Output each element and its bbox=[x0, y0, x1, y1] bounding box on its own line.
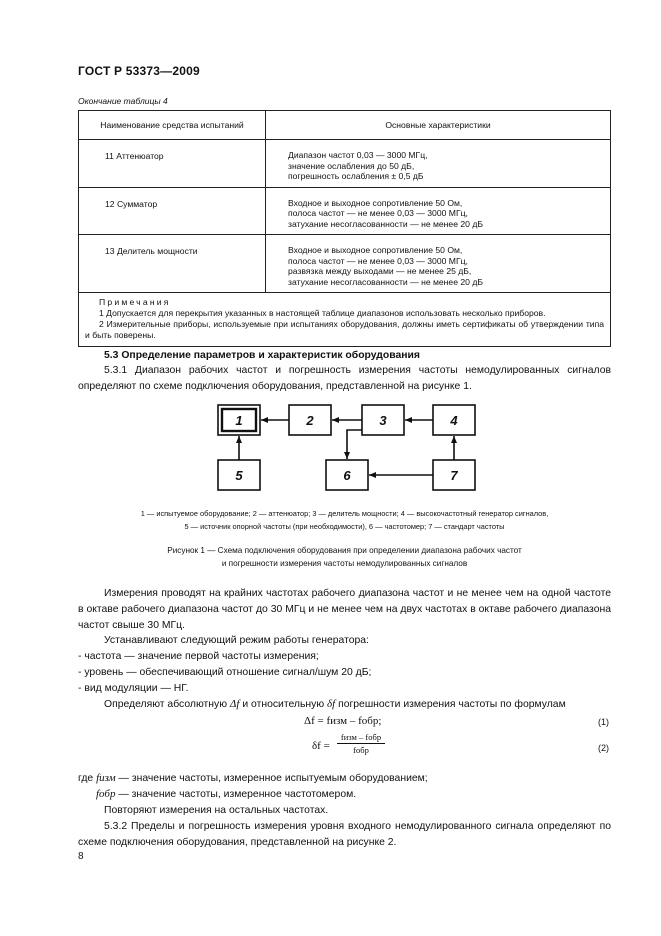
page-number: 8 bbox=[78, 851, 84, 862]
formula-1-number: (1) bbox=[598, 717, 609, 727]
paragraph-formulas-intro bbox=[78, 697, 611, 713]
paragraph-5-3-1: 5.3.1 Диапазон рабочих частот и погрешность измерения частоты немодулированных сигналов определяют по схеме подключения оборудования, представленной на рисунке 1. bbox=[78, 365, 611, 392]
notes-title: Примечания bbox=[99, 297, 171, 307]
block-5-label: 5 bbox=[235, 468, 243, 483]
formula-1: Δf = fизм – fобр; bbox=[304, 715, 382, 727]
paragraph-generator-mode: Устанавливают следующий режим работы генератора: bbox=[104, 635, 369, 646]
legend-line-2: 5 — источник опорной частоты (при необходимости), 6 — частотомер; 7 — стандарт частоты bbox=[184, 522, 505, 531]
formula-2-number: (2) bbox=[598, 743, 609, 753]
figure-caption bbox=[78, 544, 611, 570]
block-6-label: 6 bbox=[343, 468, 351, 483]
fraction-denominator: fобр bbox=[353, 745, 369, 755]
row-chars bbox=[266, 235, 611, 293]
row-chars bbox=[266, 140, 611, 188]
list-item: - частота — значение первой частоты измерения; bbox=[78, 651, 319, 662]
caption-line-2: и погрешности измерения частоты немодулированных сигналов bbox=[221, 559, 468, 568]
delta-f-symbol: Δf bbox=[229, 698, 240, 710]
block-3-label: 3 bbox=[379, 413, 387, 428]
paragraph-repeat: Повторяют измерения на остальных частотах. bbox=[104, 805, 329, 816]
table-notes bbox=[79, 293, 611, 347]
char-line: Диапазон частот 0,03 — 3000 МГц, bbox=[288, 150, 428, 160]
table-row bbox=[79, 187, 611, 235]
where-line-2 bbox=[78, 787, 611, 803]
block-7-label: 7 bbox=[450, 468, 458, 483]
char-line: затухание несогласованности — не менее 20 дБ bbox=[288, 218, 483, 229]
table-row bbox=[79, 235, 611, 293]
char-line: Входное и выходное сопротивление 50 Ом, bbox=[288, 245, 463, 255]
row-name: 13 Делитель мощности bbox=[79, 235, 266, 293]
rel-f-symbol: δf bbox=[327, 698, 336, 710]
row-name: 12 Сумматор bbox=[79, 187, 266, 235]
char-line: полоса частот — не менее 0,03 — 3000 МГц, bbox=[288, 255, 468, 266]
table-notes-row bbox=[79, 293, 611, 347]
where-prefix: где bbox=[78, 773, 97, 784]
table-row bbox=[79, 140, 611, 188]
block-2-label: 2 bbox=[306, 413, 314, 428]
char-line: Входное и выходное сопротивление 50 Ом, bbox=[288, 197, 463, 208]
col2-header: Основные характеристики bbox=[266, 111, 611, 140]
block-4-label: 4 bbox=[450, 413, 458, 428]
note-2: 2 Измерительные приборы, используемые при испытаниях оборудования, должны иметь сертификаты об утверждении типа и быть поверены. bbox=[85, 319, 604, 340]
col1-header: Наименование средства испытаний bbox=[79, 111, 266, 140]
p3-part-b: и относительную bbox=[239, 699, 328, 710]
table-header-row bbox=[79, 111, 611, 140]
char-line: развязка между выходами — не менее 25 дБ, bbox=[288, 266, 472, 276]
p3-part-a: Определяют абсолютную bbox=[104, 699, 230, 710]
diagram-legend bbox=[78, 507, 611, 533]
where-2-text: — значение частоты, измеренное частотомером. bbox=[115, 789, 357, 800]
row-chars bbox=[266, 187, 611, 235]
list-item: - вид модуляции — НГ. bbox=[78, 683, 189, 694]
char-line: полоса частот — не менее 0,03 — 3000 МГц, bbox=[288, 208, 468, 218]
f-meas-symbol: fизм bbox=[96, 772, 116, 784]
list-item: - уровень — обеспечивающий отношение сигнал/шум 20 дБ; bbox=[78, 667, 372, 678]
document-header: ГОСТ Р 53373—2009 bbox=[78, 64, 200, 78]
char-line: погрешность ослабления ± 0,5 дБ bbox=[288, 171, 424, 181]
char-line: затухание несогласованности — не менее 20 дБ bbox=[288, 276, 483, 287]
formula-2-lhs: δf = bbox=[312, 740, 330, 752]
formula-2-fraction bbox=[337, 732, 385, 755]
section-heading: 5.3 Определение параметров и характеристик оборудования bbox=[104, 350, 420, 361]
caption-line-1: Рисунок 1 — Схема подключения оборудования при определении диапазона рабочих частот bbox=[167, 546, 522, 555]
equipment-table bbox=[78, 110, 611, 347]
where-1-text: — значение частоты, измеренное испытуемым оборудованием; bbox=[115, 773, 428, 784]
where-line-1 bbox=[78, 771, 611, 787]
legend-line-1: 1 — испытуемое оборудование; 2 — аттенюатор; 3 — делитель мощности; 4 — высокочастотный генератор сигналов, bbox=[140, 509, 549, 518]
note-1: 1 Допускается для перекрытия указанных в настоящей таблице диапазонов использовать несколько приборов. bbox=[99, 308, 546, 318]
fraction-numerator: fизм – fобр bbox=[337, 732, 385, 744]
paragraph-measurements: Измерения проводят на крайних частотах рабочего диапазона частот и не менее чем на одной частоте в октаве рабочего диапазона частот до 30 МГц и не менее чем на двух частотах в октаве рабочего диапазона частот свыше 30 МГц. bbox=[78, 588, 611, 631]
arrow-3-to-6 bbox=[347, 430, 362, 459]
f-ref-symbol: fобр bbox=[96, 788, 116, 800]
paragraph-5-3-2: 5.3.2 Пределы и погрешность измерения уровня входного немодулированного сигнала определяют по схеме подключения оборудования, представленной на рисунке 2. bbox=[78, 821, 611, 848]
table-caption: Окончание таблицы 4 bbox=[78, 96, 168, 106]
char-line: значение ослабления до 50 дБ, bbox=[288, 160, 415, 171]
block-1-label: 1 bbox=[235, 413, 243, 428]
row-name: 11 Аттенюатор bbox=[79, 140, 266, 188]
p3-part-c: погрешности измерения частоты по формулам bbox=[335, 699, 566, 710]
connection-diagram bbox=[200, 398, 500, 498]
